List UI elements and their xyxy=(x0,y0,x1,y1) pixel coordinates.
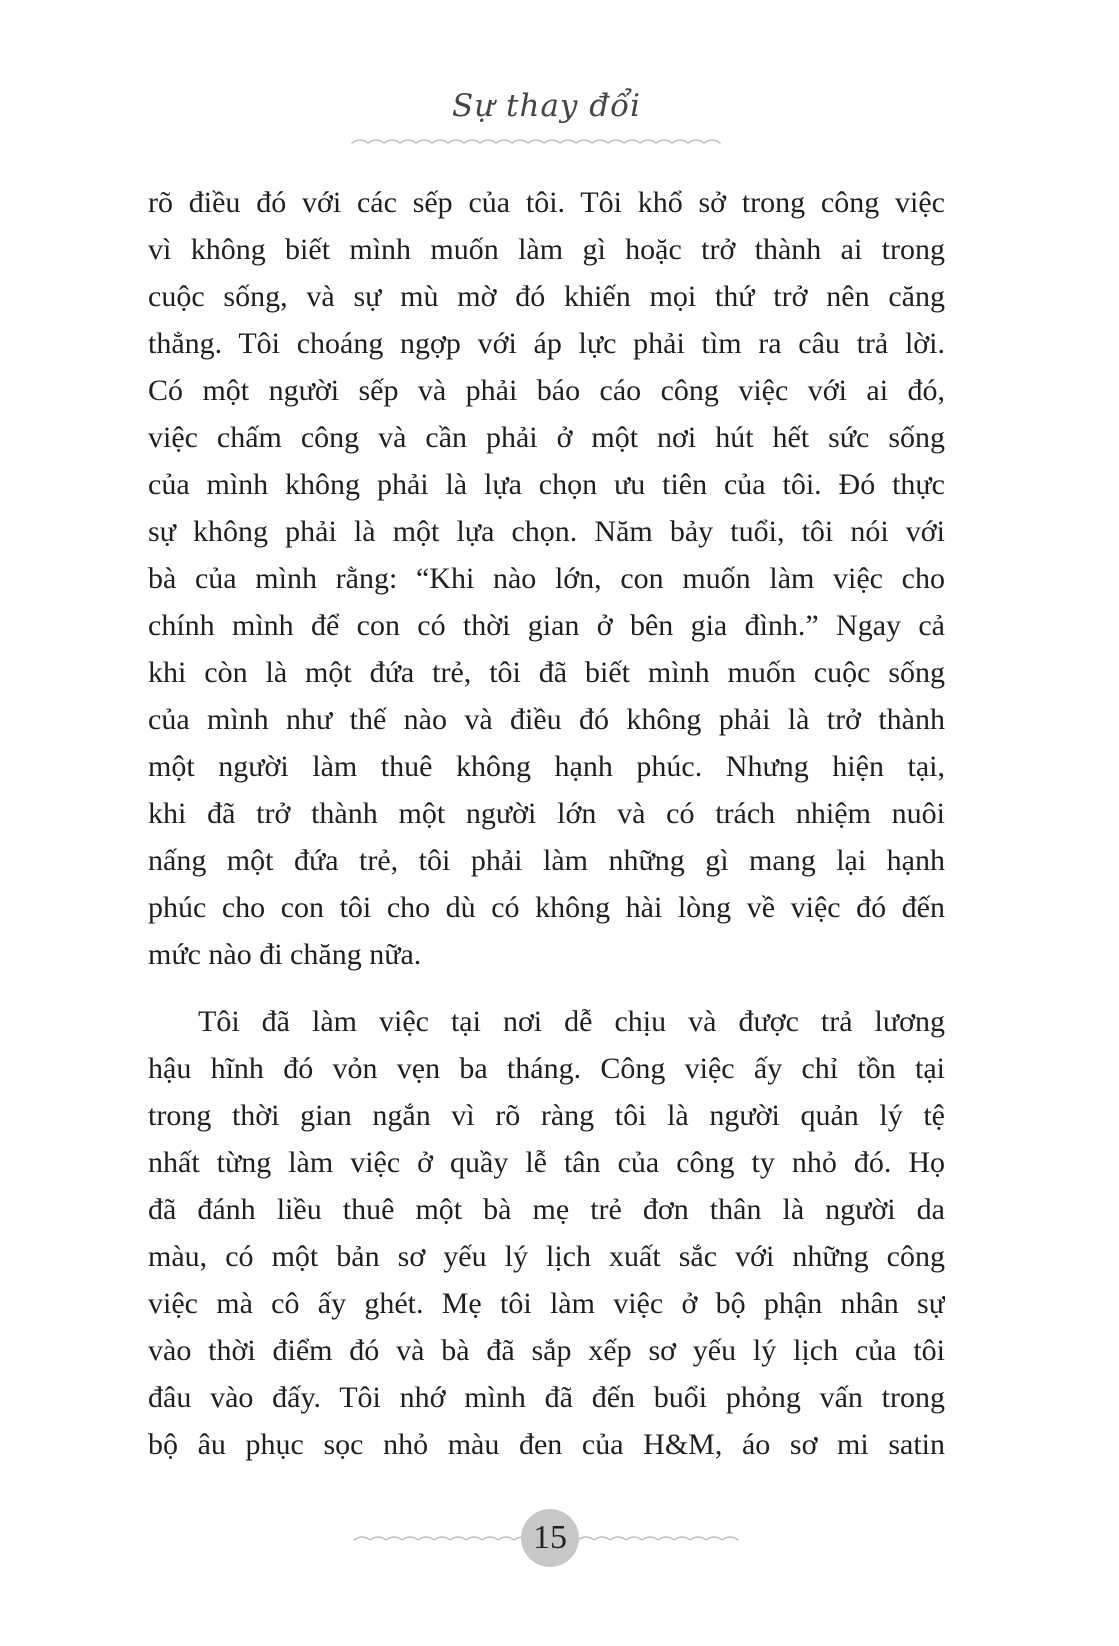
paragraph xyxy=(148,998,945,1468)
text-line: thẳng. Tôi choáng ngợp với áp lực phải tìm ra câu trả lời. xyxy=(148,327,945,360)
page-number: 15 xyxy=(533,1519,567,1556)
text-line: màu, có một bản sơ yếu lý lịch xuất sắc với những công xyxy=(148,1240,945,1273)
text-line: khi còn là một đứa trẻ, tôi đã biết mình muốn cuộc sống xyxy=(148,656,945,689)
page-number-badge xyxy=(521,1509,579,1567)
text-line: nấng một đứa trẻ, tôi phải làm những gì mang lại hạnh xyxy=(148,844,945,877)
text-line: khi đã trở thành một người lớn và có trách nhiệm nuôi xyxy=(148,797,945,830)
page-body xyxy=(148,179,945,1468)
text-line: một người làm thuê không hạnh phúc. Nhưng hiện tại, xyxy=(148,750,945,783)
text-line: vào thời điểm đó và bà đã sắp xếp sơ yếu lý lịch của tôi xyxy=(148,1334,945,1367)
text-line: đâu vào đấy. Tôi nhớ mình đã đến buổi phỏng vấn trong xyxy=(148,1381,945,1414)
paragraph xyxy=(148,179,945,978)
text-line: của mình như thế nào và điều đó không phải là trở thành xyxy=(148,703,945,736)
header-wave-divider xyxy=(351,135,723,147)
text-line: Có một người sếp và phải báo cáo công việc với ai đó, xyxy=(148,374,945,407)
text-line: sự không phải là một lựa chọn. Năm bảy tuổi, tôi nói với xyxy=(148,515,945,548)
text-line: chính mình để con có thời gian ở bên gia đình.” Ngay cả xyxy=(148,609,945,642)
text-line: phúc cho con tôi cho dù có không hài lòng về việc đó đến xyxy=(148,891,945,924)
text-line: cuộc sống, và sự mù mờ đó khiến mọi thứ trở nên căng xyxy=(148,280,945,313)
text-line: trong thời gian ngắn vì rõ ràng tôi là người quản lý tệ xyxy=(148,1099,945,1132)
text-line: rõ điều đó với các sếp của tôi. Tôi khổ sở trong công việc xyxy=(148,186,945,219)
text-line: nhất từng làm việc ở quầy lễ tân của công ty nhỏ đó. Họ xyxy=(148,1146,945,1179)
text-line: mức nào đi chăng nữa. xyxy=(148,938,422,971)
text-line: bà của mình rằng: “Khi nào lớn, con muốn làm việc cho xyxy=(148,562,945,595)
text-line: việc mà cô ấy ghét. Mẹ tôi làm việc ở bộ phận nhân sự xyxy=(148,1287,945,1320)
text-line: bộ âu phục sọc nhỏ màu đen của H&M, áo sơ mi satin xyxy=(148,1428,945,1461)
text-line: vì không biết mình muốn làm gì hoặc trở thành ai trong xyxy=(148,233,945,266)
text-line: hậu hĩnh đó vỏn vẹn ba tháng. Công việc ấy chỉ tồn tại xyxy=(148,1052,945,1085)
text-line: Tôi đã làm việc tại nơi dễ chịu và được trả lương xyxy=(198,1005,945,1038)
text-line: của mình không phải là lựa chọn ưu tiên của tôi. Đó thực xyxy=(148,468,945,501)
text-line: việc chấm công và cần phải ở một nơi hút hết sức sống xyxy=(148,421,945,454)
text-line: đã đánh liều thuê một bà mẹ trẻ đơn thân là người da xyxy=(148,1193,945,1226)
chapter-title: Sự thay đổi xyxy=(451,88,642,124)
